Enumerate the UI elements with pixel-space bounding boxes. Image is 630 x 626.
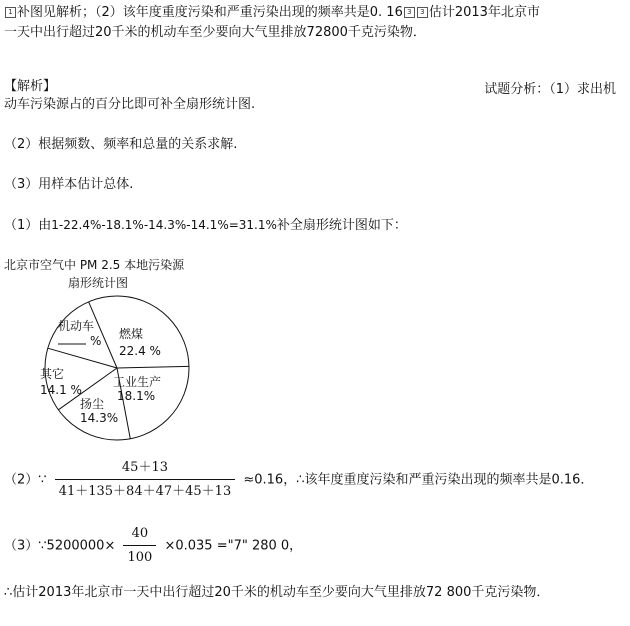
- q2-numerator: 45＋13: [55, 458, 236, 480]
- q3-numerator: 40: [123, 524, 156, 546]
- pie-chart: [30, 290, 210, 450]
- slice-value-coal: 22.4 %: [119, 344, 161, 358]
- final-conclusion: ∴估计2013年北京市一天中出行超过20千米的机动车至少要向大气里排放72 800千克污染物．: [4, 585, 550, 600]
- q2-prefix: （2）∵: [4, 472, 47, 488]
- boundary-coal-industry: [117, 366, 189, 368]
- solution-1: [4, 216, 407, 235]
- slice-value-industry: 18.1%: [117, 389, 156, 403]
- circled-3-icon: 3: [417, 7, 428, 18]
- step-2-text: （2）根据频数、频率和总量的关系求解.: [4, 137, 238, 152]
- chart-subtitle: 扇形统计图: [68, 276, 129, 290]
- circled-3-icon: 3: [404, 7, 415, 18]
- boundary-other-motor: [48, 348, 117, 368]
- step-3-text: （3）用样本估计总体.: [4, 177, 134, 192]
- q3-suffix: ×0.035 ="7" 280 0，: [164, 538, 303, 554]
- slice-value-motor: %: [90, 334, 102, 348]
- q3-prefix: （3）∵5200000×: [4, 538, 116, 554]
- q3-denominator: 100: [127, 550, 153, 565]
- jiexi-heading: 【解析】: [4, 79, 57, 94]
- slice-value-dust: 14.3%: [80, 411, 119, 425]
- slice-label-industry: 工业生产: [113, 375, 162, 389]
- slice-label-coal: 燃煤: [119, 327, 144, 341]
- solution-1-suffix: 补全扇形统计图如下：: [276, 218, 407, 233]
- solution-2: [4, 458, 593, 502]
- solution-1-prefix: （1）由: [4, 218, 52, 233]
- slice-value-other: 14.1 %: [40, 383, 82, 397]
- slice-label-dust: 扬尘: [80, 397, 105, 411]
- analysis-line: 动车污染源占的百分比即可补全扇形统计图.: [4, 97, 256, 112]
- slice-label-motor: 机动车: [58, 319, 95, 333]
- answer-text-1b: 估计2013年北京市: [428, 5, 540, 20]
- chart-title: 北京市空气中 PM 2.5 本地污染源: [4, 258, 185, 272]
- circled-1-icon: 1: [5, 7, 16, 18]
- q2-denominator: 41＋135＋84＋47＋45＋13: [58, 484, 232, 499]
- q3-fraction: [123, 524, 156, 568]
- solution-3: [4, 524, 302, 568]
- q2-fraction: [55, 458, 236, 502]
- answer-line-2: 一天中出行超过20千米的机动车至少要向大气里排放72800千克污染物．: [4, 25, 426, 40]
- analysis-intro: 试题分析：（1）求出机: [484, 82, 616, 97]
- solution-1-formula: 1-22.4%-18.1%-14.3%-14.1%=31.1%: [51, 218, 277, 232]
- q2-suffix: ≈0.16，∴该年度重度污染和严重污染出现的频率共是0.16．: [243, 472, 594, 488]
- answer-text-1a: 补图见解析；（2）该年度重度污染和严重污染出现的频率共是0. 16: [17, 5, 403, 20]
- slice-label-other: 其它: [40, 367, 65, 381]
- answer-line-1: [4, 4, 540, 22]
